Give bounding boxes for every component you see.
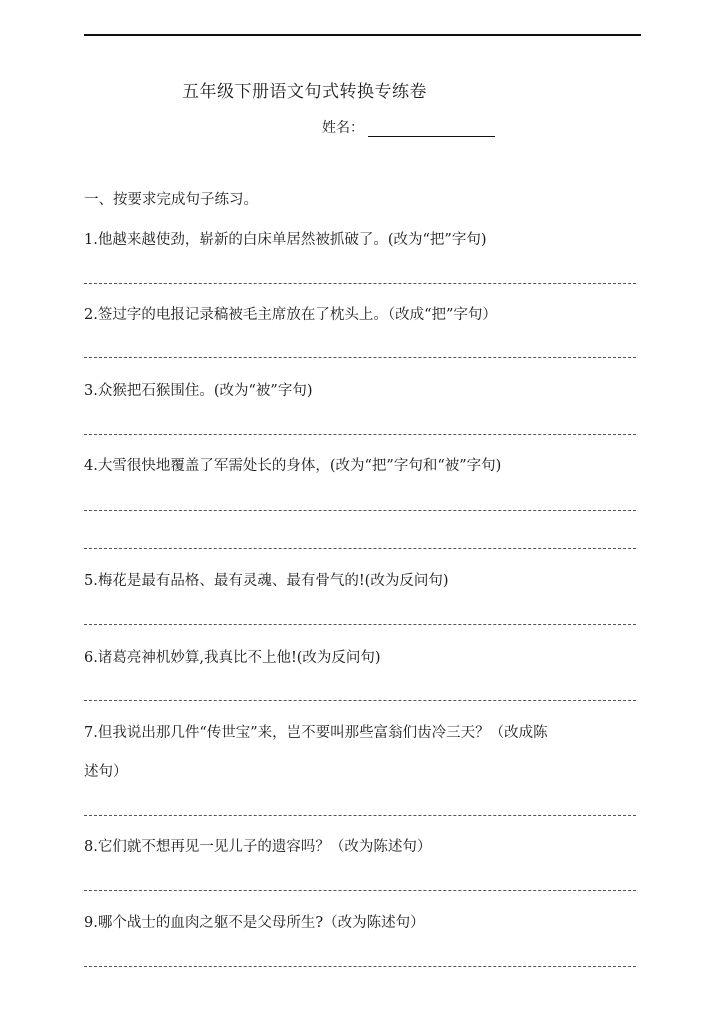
name-row	[322, 117, 495, 137]
answer-line-1[interactable]	[84, 283, 636, 284]
question-7: 7.但我说出那几件“传世宝”来，岂不要叫那些富翁们齿冷三天？（改成陈	[84, 725, 548, 741]
answer-line-2[interactable]	[84, 357, 636, 358]
answer-line-6[interactable]	[84, 700, 636, 701]
answer-line-4a[interactable]	[84, 510, 636, 511]
name-label: 姓名：	[322, 120, 364, 136]
answer-line-7[interactable]	[84, 815, 636, 816]
question-1: 1.他越来越使劲，崭新的白床单居然被抓破了。(改为“把”字句)	[84, 232, 487, 248]
section-heading: 一、按要求完成句子练习。	[84, 192, 258, 208]
answer-line-5[interactable]	[84, 624, 636, 625]
top-rule	[84, 34, 641, 36]
question-6: 6.诸葛亮神机妙算,我真比不上他!(改为反问句)	[84, 650, 381, 666]
answer-line-8[interactable]	[84, 890, 636, 891]
question-8: 8.它们就不想再见一见儿子的遗容吗？（改为陈述句）	[84, 839, 432, 855]
question-3: 3.众猴把石猴围住。(改为“被”字句)	[84, 383, 313, 399]
question-9: 9.哪个战士的血肉之躯不是父母所生?（改为陈述句）	[84, 915, 425, 931]
name-input-line[interactable]	[368, 120, 495, 137]
answer-line-4b[interactable]	[84, 548, 636, 549]
question-7-continued: 述句）	[84, 764, 128, 780]
question-5: 5.梅花是最有品格、最有灵魂、最有骨气的!(改为反问句)	[84, 573, 449, 589]
question-2: 2.签过字的电报记录稿被毛主席放在了枕头上。（改成“把”字句）	[84, 307, 497, 323]
page-title: 五年级下册语文句式转换专练卷	[182, 82, 427, 102]
answer-line-3[interactable]	[84, 434, 636, 435]
question-4: 4.大雪很快地覆盖了军需处长的身体，(改为“把”字句和“被”字句)	[84, 458, 502, 474]
answer-line-9[interactable]	[84, 966, 636, 967]
